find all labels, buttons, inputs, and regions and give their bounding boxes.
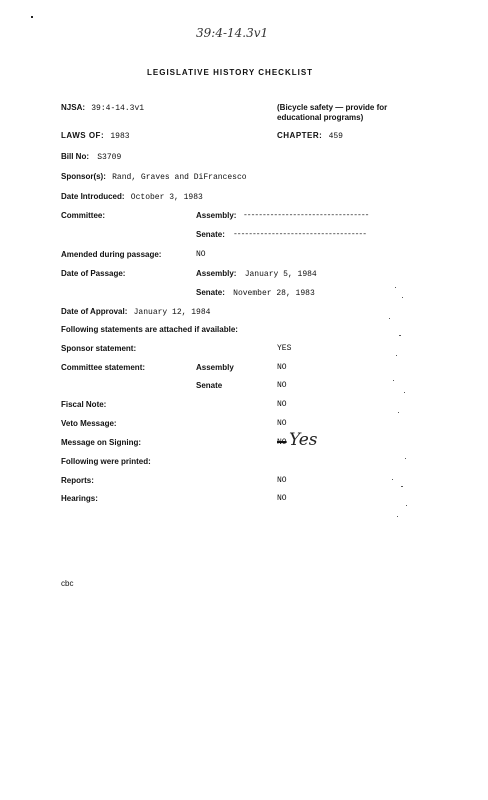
bill-no-value: S3709: [97, 153, 122, 162]
committee-label: Committee:: [61, 211, 106, 220]
date-introduced-value: October 3, 1983: [130, 193, 203, 202]
scan-speck: [399, 335, 401, 336]
committee-senate-value: -----------------------------------: [233, 230, 367, 239]
laws-of-value: 1983: [110, 132, 130, 141]
sponsors-label: Sponsor(s):: [61, 172, 106, 181]
scan-speck: [397, 516, 398, 517]
amended-label: Amended during passage:: [61, 250, 162, 259]
bill-no-label: Bill No:: [61, 152, 89, 161]
laws-of-row: [61, 131, 130, 141]
committee-statement-senate-label: Senate: [196, 381, 223, 390]
message-on-signing-struck-value: NO: [277, 438, 287, 447]
scan-speck: [405, 458, 406, 459]
scan-speck: [402, 297, 403, 298]
scan-speck: [392, 479, 393, 480]
hearings-label: Hearings:: [61, 494, 98, 503]
fiscal-note-value: NO: [277, 400, 287, 409]
chapter-value: 459: [328, 132, 343, 141]
passage-senate-value: November 28, 1983: [233, 289, 315, 298]
passage-senate-row: [196, 288, 315, 298]
scan-speck: [404, 392, 405, 393]
committee-statement-senate-value: NO: [277, 381, 287, 390]
following-attached-heading: Following statements are attached if available:: [61, 325, 238, 334]
page-title: LEGISLATIVE HISTORY CHECKLIST: [147, 68, 314, 77]
committee-assembly-label: Assembly:: [196, 211, 237, 220]
veto-message-label: Veto Message:: [61, 419, 117, 428]
passage-senate-label: Senate:: [196, 288, 225, 297]
passage-assembly-label: Assembly:: [196, 269, 237, 278]
committee-statement-assembly-value: NO: [277, 363, 287, 372]
subject-note-line2: educational programs): [277, 113, 364, 122]
njsa-label: NJSA:: [61, 103, 86, 112]
date-of-approval-label: Date of Approval:: [61, 307, 128, 316]
bill-no-row: [61, 152, 121, 162]
committee-assembly-value: ---------------------------------: [243, 211, 369, 220]
date-introduced-label: Date Introduced:: [61, 192, 125, 201]
typist-initials: cbc: [61, 579, 74, 588]
committee-statement-assembly-label: Assembly: [196, 363, 234, 372]
fiscal-note-label: Fiscal Note:: [61, 400, 107, 409]
passage-assembly-value: January 5, 1984: [244, 270, 317, 279]
date-introduced-row: [61, 192, 203, 202]
scan-speck: [395, 287, 396, 288]
chapter-row: [277, 131, 343, 141]
sponsors-value: Rand, Graves and DiFrancesco: [112, 173, 247, 182]
passage-assembly-row: [196, 269, 317, 279]
scan-speck: [401, 486, 403, 487]
scan-speck: [396, 355, 397, 356]
date-of-approval-value: January 12, 1984: [133, 308, 211, 317]
hearings-value: NO: [277, 494, 287, 503]
message-on-signing-handwritten-value: Yes: [289, 430, 318, 450]
scan-speck: [406, 505, 407, 506]
reports-value: NO: [277, 476, 287, 485]
reports-label: Reports:: [61, 476, 94, 485]
sponsor-statement-label: Sponsor statement:: [61, 344, 137, 353]
chapter-label: CHAPTER:: [277, 131, 323, 140]
veto-message-value: NO: [277, 419, 287, 428]
date-of-passage-label: Date of Passage:: [61, 269, 126, 278]
message-on-signing-label: Message on Signing:: [61, 438, 142, 447]
sponsor-statement-value: YES: [277, 344, 292, 353]
scan-speck: [31, 16, 33, 18]
subject-note-line1: (Bicycle safety — provide for: [277, 103, 388, 112]
njsa-row: [61, 103, 144, 113]
committee-statement-label: Committee statement:: [61, 363, 146, 372]
njsa-value: 39:4-14.3v1: [91, 104, 145, 113]
scan-speck: [393, 380, 394, 381]
handwritten-file-number: 39:4-14.3v1: [196, 26, 269, 40]
date-of-approval-row: [61, 307, 210, 317]
committee-senate-label: Senate:: [196, 230, 225, 239]
scan-speck: [398, 412, 399, 413]
sponsors-row: [61, 172, 247, 182]
amended-value: NO: [196, 250, 206, 259]
following-printed-heading: Following were printed:: [61, 457, 151, 466]
scan-speck: [389, 318, 390, 319]
laws-of-label: LAWS OF:: [61, 131, 105, 140]
